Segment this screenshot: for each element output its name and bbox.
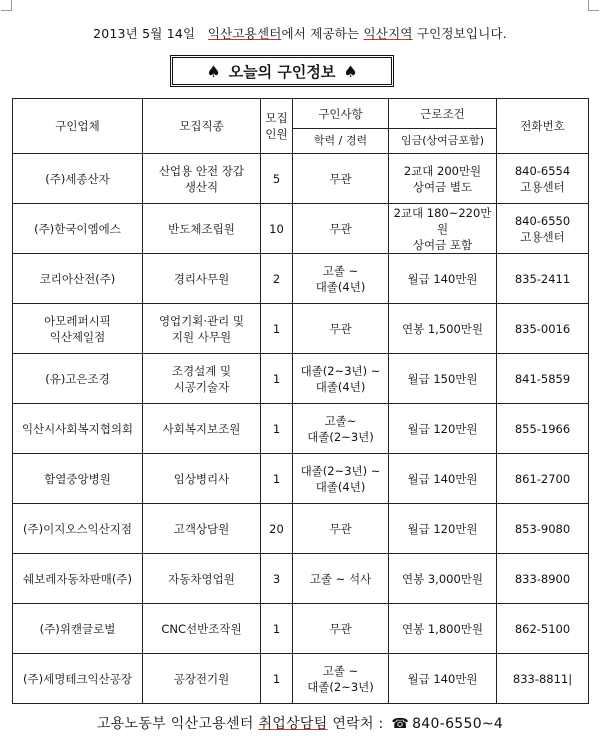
- count-cell: 2: [261, 254, 293, 304]
- header-phone: 전화번호: [497, 99, 589, 154]
- wage-cell: 연봉 3,000만원: [389, 554, 497, 604]
- header-conditions: 근로조건: [389, 99, 497, 129]
- header-line: [0, 24, 600, 42]
- wage-cell: 2교대 180~220만원 상여금 포함: [389, 204, 497, 254]
- company-cell: 아모레퍼시픽 익산제일점: [13, 304, 143, 354]
- wage-cell: 2교대 200만원 상여금 별도: [389, 154, 497, 204]
- table-row: [13, 604, 589, 654]
- count-cell: 1: [261, 604, 293, 654]
- company-cell: (주)한국이엠에스: [13, 204, 143, 254]
- phone-cell: 833-8811|: [497, 654, 589, 704]
- spade-icon: ♠: [343, 61, 358, 81]
- header-date: 2013년 5월 14일: [93, 26, 196, 41]
- title-box: [170, 55, 394, 87]
- phone-cell: 861-2700: [497, 454, 589, 504]
- position-cell: 조경설계 및 시공기술자: [143, 354, 261, 404]
- header-conditions-sub: 임금(상여금포함): [389, 129, 497, 154]
- table-row: [13, 154, 589, 204]
- header-position: 모집직종: [143, 99, 261, 154]
- job-rows: [13, 154, 589, 704]
- header-center: 익산고용센터: [207, 26, 282, 41]
- footer-prefix: 고용노동부 익산고용센터: [96, 716, 254, 732]
- count-cell: 5: [261, 154, 293, 204]
- table-row: [13, 304, 589, 354]
- header-requirements-sub: 학력 / 경력: [293, 129, 389, 154]
- company-cell: 쉐보레자동차판매(주): [13, 554, 143, 604]
- position-cell: 사회복지보조원: [143, 404, 261, 454]
- education-cell: 고졸 ~ 석사: [293, 554, 389, 604]
- count-cell: 1: [261, 654, 293, 704]
- count-cell: 1: [261, 304, 293, 354]
- page-corner-marks: [0, 0, 600, 12]
- position-cell: 영업기획·관리 및 지원 사무원: [143, 304, 261, 354]
- phone-cell: 853-9080: [497, 504, 589, 554]
- table-row: [13, 354, 589, 404]
- job-table: [12, 98, 589, 704]
- table-row: [13, 204, 589, 254]
- position-cell: 자동차영업원: [143, 554, 261, 604]
- wage-cell: 월급 140만원: [389, 454, 497, 504]
- corner-mark-right: [588, 0, 599, 11]
- position-cell: CNC선반조작원: [143, 604, 261, 654]
- wage-cell: 월급 140만원: [389, 254, 497, 304]
- header-company: 구인업체: [13, 99, 143, 154]
- company-cell: 함열중앙병원: [13, 454, 143, 504]
- company-cell: (유)고은조경: [13, 354, 143, 404]
- count-cell: 1: [261, 454, 293, 504]
- company-cell: (주)위캔글로벌: [13, 604, 143, 654]
- company-cell: (주)이지오스익산지점: [13, 504, 143, 554]
- table-row: [13, 404, 589, 454]
- position-cell: 반도체조립원: [143, 204, 261, 254]
- header-count: 모집 인원: [261, 99, 293, 154]
- count-cell: 1: [261, 354, 293, 404]
- phone-cell: 855-1966: [497, 404, 589, 454]
- education-cell: 무관: [293, 604, 389, 654]
- company-cell: 익산시사회복지협의회: [13, 404, 143, 454]
- header-requirements: 구인사항: [293, 99, 389, 129]
- company-cell: (주)세종산자: [13, 154, 143, 204]
- education-cell: 고졸~ 대졸(2~3년): [293, 404, 389, 454]
- phone-cell: 862-5100: [497, 604, 589, 654]
- wage-cell: 월급 150만원: [389, 354, 497, 404]
- table-row: [13, 454, 589, 504]
- phone-cell: 840-6554 고용센터: [497, 154, 589, 204]
- education-cell: 무관: [293, 154, 389, 204]
- wage-cell: 연봉 1,500만원: [389, 304, 497, 354]
- footer-phone: 840-6550~4: [412, 716, 504, 732]
- phone-cell: 833-8900: [497, 554, 589, 604]
- header-region: 익산지역: [363, 26, 413, 41]
- table-row: [13, 554, 589, 604]
- phone-cell: 840-6550 고용센터: [497, 204, 589, 254]
- count-cell: 1: [261, 404, 293, 454]
- education-cell: 대졸(2~3년) ~ 대졸(4년): [293, 454, 389, 504]
- phone-cell: 835-2411: [497, 254, 589, 304]
- phone-icon: ☎: [391, 716, 410, 732]
- education-cell: 무관: [293, 304, 389, 354]
- count-cell: 10: [261, 204, 293, 254]
- education-cell: 무관: [293, 504, 389, 554]
- header-middle: 에서 제공하는: [281, 26, 360, 41]
- wage-cell: 연봉 1,800만원: [389, 604, 497, 654]
- table-row: [13, 654, 589, 704]
- phone-cell: 841-5859: [497, 354, 589, 404]
- wage-cell: 월급 120만원: [389, 504, 497, 554]
- position-cell: 경리사무원: [143, 254, 261, 304]
- corner-mark-left: [1, 0, 12, 11]
- position-cell: 공장전기원: [143, 654, 261, 704]
- footer-team: 취업상담팀: [258, 716, 328, 732]
- wage-cell: 월급 120만원: [389, 404, 497, 454]
- education-cell: 고졸 ~ 대졸(2~3년): [293, 654, 389, 704]
- phone-cell: 835-0016: [497, 304, 589, 354]
- count-cell: 3: [261, 554, 293, 604]
- company-cell: (주)세명테크익산공장: [13, 654, 143, 704]
- footer-label: 연락처 :: [332, 716, 384, 732]
- education-cell: 무관: [293, 204, 389, 254]
- table-row: [13, 504, 589, 554]
- company-cell: 코리아산전(주): [13, 254, 143, 304]
- education-cell: 대졸(2~3년) ~ 대졸(4년): [293, 354, 389, 404]
- position-cell: 고객상담원: [143, 504, 261, 554]
- footer: [0, 713, 600, 733]
- education-cell: 고졸 ~ 대졸(4년): [293, 254, 389, 304]
- position-cell: 산업용 안전 장갑 생산직: [143, 154, 261, 204]
- table-row: [13, 254, 589, 304]
- spade-icon: ♠: [206, 61, 221, 81]
- position-cell: 임상병리사: [143, 454, 261, 504]
- page-title: 오늘의 구인정보: [228, 62, 336, 81]
- wage-cell: 월급 140만원: [389, 654, 497, 704]
- count-cell: 20: [261, 504, 293, 554]
- header-tail: 구인정보입니다.: [416, 26, 507, 41]
